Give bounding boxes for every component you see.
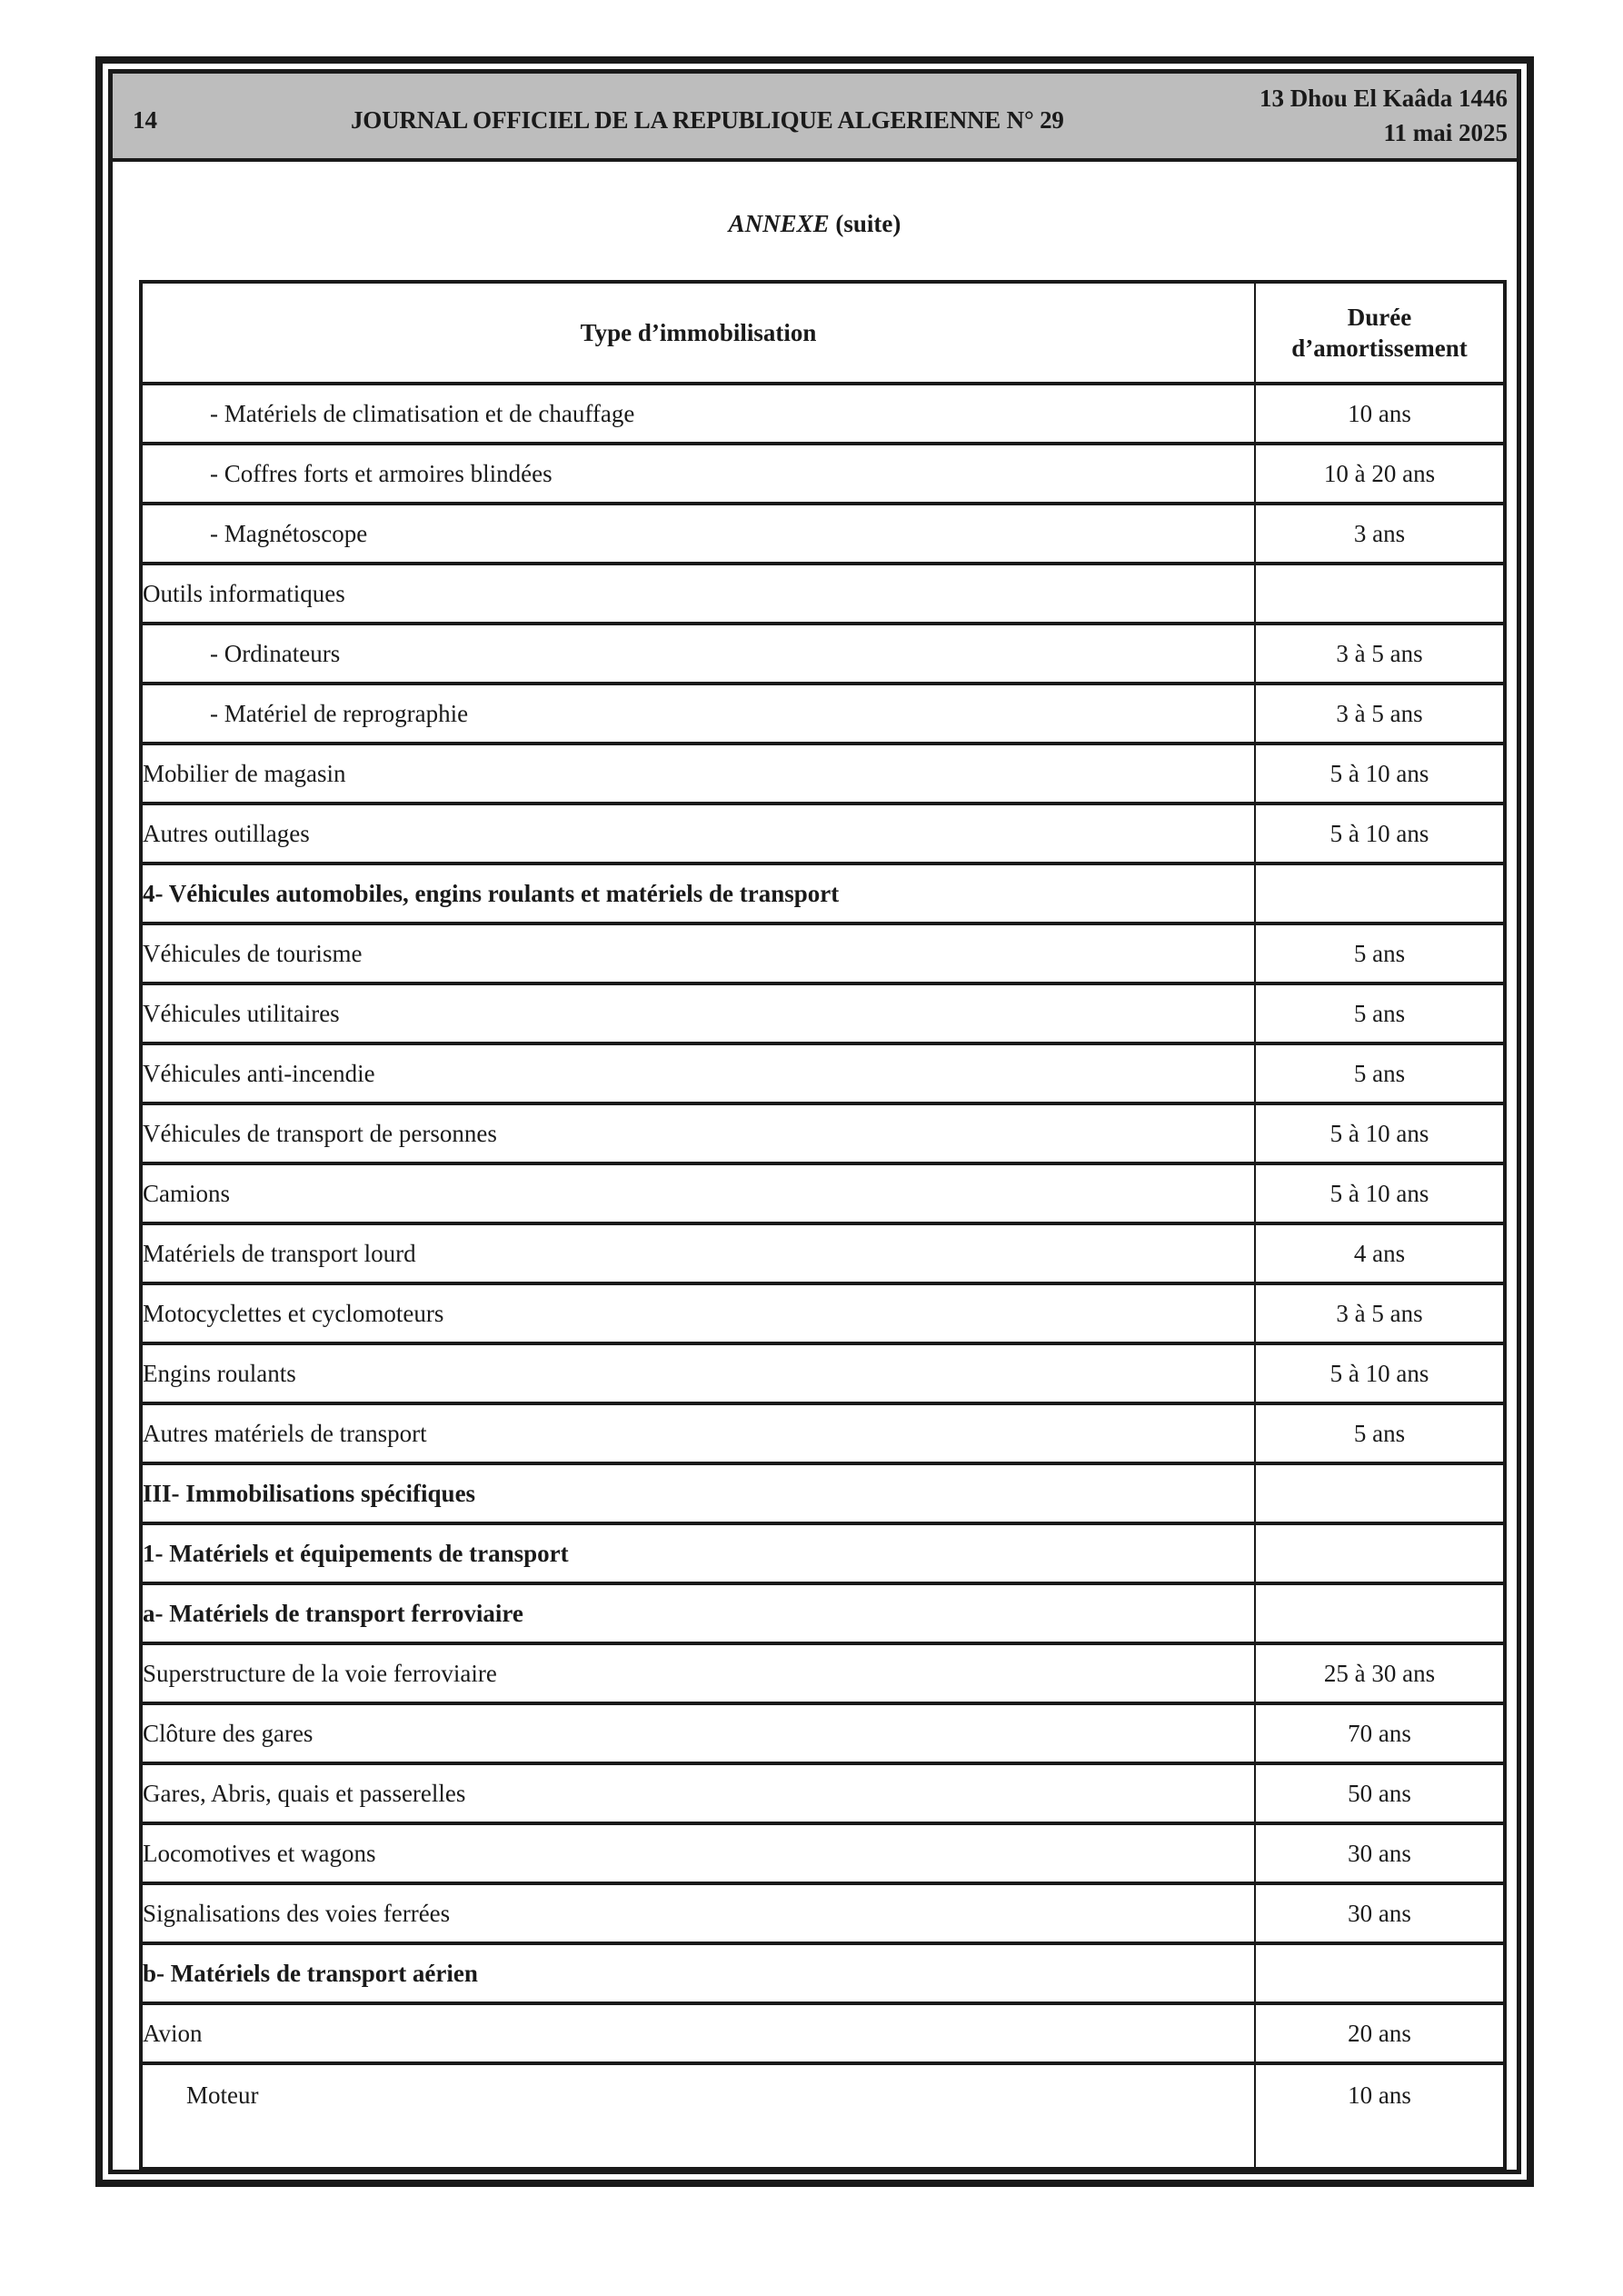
page-inner-frame [108, 69, 1521, 2174]
table-row [141, 1043, 1505, 1103]
asset-type-cell: Superstructure de la voie ferroviaire [141, 1643, 1255, 1703]
asset-type-cell: Engins roulants [141, 1343, 1255, 1403]
table-row [141, 1163, 1505, 1223]
section-heading-cell: b- Matériels de transport aérien [141, 1943, 1255, 2003]
duration-cell [1255, 1523, 1505, 1583]
asset-type-cell: Véhicules utilitaires [141, 983, 1255, 1043]
table-row [141, 983, 1505, 1043]
table-row [141, 1403, 1505, 1463]
duration-cell: 5 à 10 ans [1255, 804, 1505, 863]
asset-type-cell: Motocyclettes et cyclomoteurs [141, 1283, 1255, 1343]
duration-cell: 10 à 20 ans [1255, 444, 1505, 504]
duration-cell [1255, 1583, 1505, 1643]
asset-type-cell: - Matériel de reprographie [141, 684, 1255, 744]
table-row [141, 1823, 1505, 1883]
duration-cell: 5 à 10 ans [1255, 744, 1505, 804]
journal-header [113, 74, 1517, 162]
column-header-type: Type d’immobilisation [141, 282, 1255, 384]
asset-type-cell: Matériels de transport lourd [141, 1223, 1255, 1283]
table-row [141, 1883, 1505, 1943]
asset-type-cell: Avion [141, 2003, 1255, 2063]
table-row [141, 1223, 1505, 1283]
duration-cell: 5 ans [1255, 1043, 1505, 1103]
table-row [141, 684, 1505, 744]
table-header-row [141, 282, 1505, 384]
table-row [141, 624, 1505, 684]
hijri-date: 13 Dhou El Kaâda 1446 [1259, 85, 1508, 112]
asset-type-cell: Gares, Abris, quais et passerelles [141, 1763, 1255, 1823]
asset-type-cell: Véhicules de tourisme [141, 923, 1255, 983]
duration-cell [1255, 863, 1505, 923]
asset-type-cell: Signalisations des voies ferrées [141, 1883, 1255, 1943]
section-heading-cell: 4- Véhicules automobiles, engins roulants et matériels de transport [141, 863, 1255, 923]
asset-type-cell: - Ordinateurs [141, 624, 1255, 684]
table-row [141, 2063, 1505, 2169]
section-heading-cell: a- Matériels de transport ferroviaire [141, 1583, 1255, 1643]
table-row [141, 444, 1505, 504]
asset-type-cell: - Matériels de climatisation et de chauffage [141, 384, 1255, 444]
column-header-duration-line2: d’amortissement [1291, 334, 1468, 362]
duration-cell: 10 ans [1255, 2063, 1505, 2169]
table-row [141, 504, 1505, 564]
table-row [141, 804, 1505, 863]
duration-cell [1255, 1463, 1505, 1523]
table-row [141, 1523, 1505, 1583]
table-row [141, 564, 1505, 624]
asset-type-cell: Mobilier de magasin [141, 744, 1255, 804]
duration-cell: 30 ans [1255, 1883, 1505, 1943]
issue-date [1260, 81, 1508, 150]
table-row [141, 1463, 1505, 1523]
table-row [141, 1103, 1505, 1163]
duration-cell: 5 à 10 ans [1255, 1163, 1505, 1223]
duration-cell: 30 ans [1255, 1823, 1505, 1883]
duration-cell: 3 à 5 ans [1255, 684, 1505, 744]
duration-cell: 5 ans [1255, 1403, 1505, 1463]
asset-type-cell: Autres matériels de transport [141, 1403, 1255, 1463]
asset-type-cell: Outils informatiques [141, 564, 1255, 624]
asset-type-cell: Moteur [141, 2063, 1255, 2169]
duration-cell: 20 ans [1255, 2003, 1505, 2063]
duration-cell: 3 à 5 ans [1255, 1283, 1505, 1343]
depreciation-table [139, 280, 1507, 2171]
duration-cell: 5 ans [1255, 983, 1505, 1043]
asset-type-cell: - Magnétoscope [141, 504, 1255, 564]
duration-cell: 50 ans [1255, 1763, 1505, 1823]
table-row [141, 1943, 1505, 2003]
asset-type-cell: Clôture des gares [141, 1703, 1255, 1763]
duration-cell [1255, 564, 1505, 624]
table-row [141, 1703, 1505, 1763]
duration-cell: 3 à 5 ans [1255, 624, 1505, 684]
asset-type-cell: Autres outillages [141, 804, 1255, 863]
annexe-suffix: (suite) [835, 210, 901, 237]
table-row [141, 863, 1505, 923]
duration-cell: 10 ans [1255, 384, 1505, 444]
table-body [141, 384, 1505, 2169]
table-row [141, 923, 1505, 983]
table-row [141, 1643, 1505, 1703]
duration-cell: 25 à 30 ans [1255, 1643, 1505, 1703]
asset-type-cell: Véhicules de transport de personnes [141, 1103, 1255, 1163]
column-header-duration-line1: Durée [1347, 304, 1412, 331]
table-row [141, 2003, 1505, 2063]
annexe-label: ANNEXE [728, 210, 830, 237]
asset-type-cell: Locomotives et wagons [141, 1823, 1255, 1883]
duration-cell [1255, 1943, 1505, 2003]
duration-cell: 3 ans [1255, 504, 1505, 564]
duration-cell: 5 ans [1255, 923, 1505, 983]
asset-type-cell: Véhicules anti-incendie [141, 1043, 1255, 1103]
asset-type-cell: - Coffres forts et armoires blindées [141, 444, 1255, 504]
table-row [141, 1583, 1505, 1643]
asset-type-cell: Camions [141, 1163, 1255, 1223]
column-header-duration [1255, 282, 1505, 384]
duration-cell: 5 à 10 ans [1255, 1103, 1505, 1163]
gregorian-date: 11 mai 2025 [1383, 119, 1508, 146]
table-row [141, 1343, 1505, 1403]
table-row [141, 1763, 1505, 1823]
section-heading-cell: III- Immobilisations spécifiques [141, 1463, 1255, 1523]
table-row [141, 744, 1505, 804]
duration-cell: 5 à 10 ans [1255, 1343, 1505, 1403]
duration-cell: 4 ans [1255, 1223, 1505, 1283]
journal-title: JOURNAL OFFICIEL DE LA REPUBLIQUE ALGERIENNE N° 29 [351, 106, 1064, 134]
page-frame [95, 56, 1534, 2187]
duration-cell: 70 ans [1255, 1703, 1505, 1763]
table-row [141, 384, 1505, 444]
section-heading-cell: 1- Matériels et équipements de transport [141, 1523, 1255, 1583]
table-row [141, 1283, 1505, 1343]
page-number: 14 [133, 106, 157, 134]
annexe-heading [113, 210, 1517, 238]
